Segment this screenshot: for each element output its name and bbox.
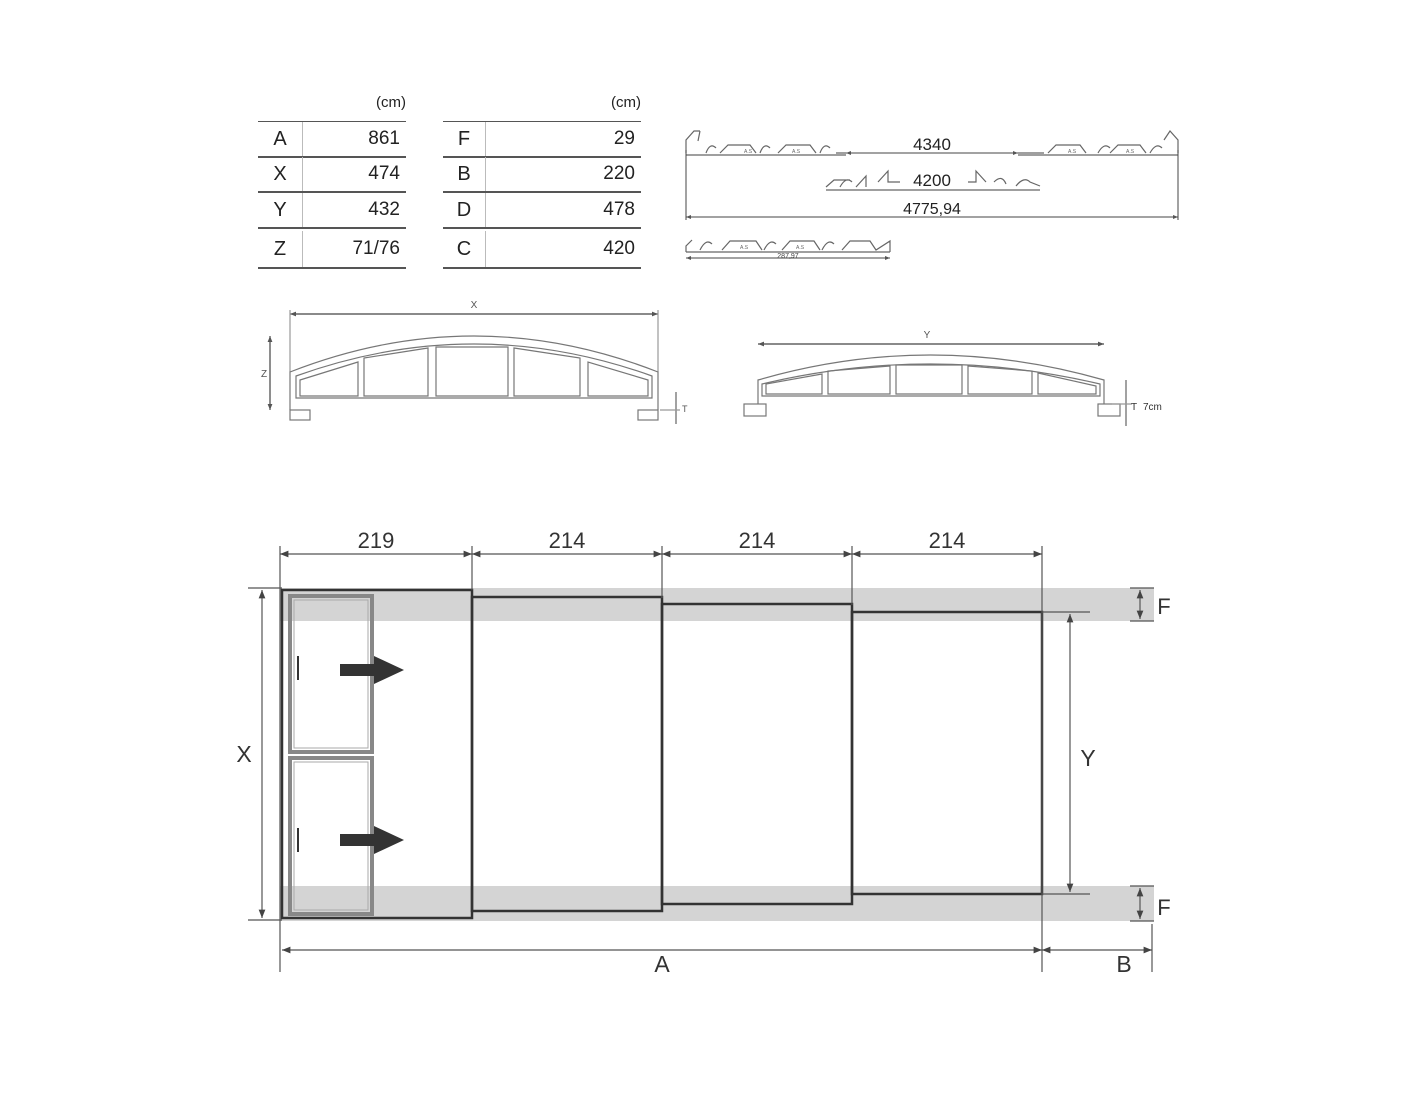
elevation-right: [744, 344, 1132, 426]
segment-width-label: 214: [738, 528, 776, 553]
unit-label: (cm): [611, 94, 641, 111]
svg-text:A.S: A.S: [792, 149, 801, 155]
profile-top-width-label: 4340: [913, 135, 951, 154]
row-value: 474: [368, 163, 400, 184]
elevation-right-width-label: Y: [923, 330, 931, 341]
row-key: A: [258, 122, 303, 156]
row-value: 71/76: [352, 238, 400, 259]
svg-text:A.S: A.S: [796, 245, 805, 251]
row-key: D: [443, 193, 486, 227]
row-value: 420: [603, 238, 635, 259]
profile-inner-width-label: 4200: [913, 171, 951, 190]
elevation-left-foot-label: T: [682, 404, 688, 414]
elevation-right-foot-value: 7cm: [1143, 402, 1162, 413]
row-key: C: [443, 231, 486, 267]
segment-width-label: 219: [357, 528, 395, 553]
elevation-left: [270, 310, 680, 424]
row-value: 432: [368, 199, 400, 220]
plan-offset-label: B: [1116, 951, 1132, 977]
svg-text:A.S: A.S: [740, 245, 749, 251]
row-value: 29: [613, 128, 635, 149]
elevation-right-foot-label: T: [1131, 402, 1138, 413]
row-key: X: [258, 157, 303, 191]
plan-inner-height-label: Y: [1080, 745, 1096, 771]
row-value: 220: [603, 163, 635, 184]
row-key: Z: [258, 231, 303, 267]
plan-overhang-label-bottom: F: [1157, 895, 1171, 920]
segment-width-label: 214: [928, 528, 966, 553]
row-value: 861: [368, 128, 400, 149]
profile-single-width-label: 287,97: [777, 253, 799, 260]
elevation-left-height-label: Z: [260, 369, 268, 380]
plan-overhang-label-top: F: [1157, 594, 1171, 619]
row-key: F: [443, 122, 486, 156]
plan-height-label: X: [236, 741, 252, 767]
svg-text:A.S: A.S: [1126, 149, 1135, 155]
plan-length-label: A: [654, 951, 670, 977]
row-value: 478: [603, 199, 635, 220]
row-key: B: [443, 157, 486, 191]
svg-text:A.S: A.S: [744, 149, 753, 155]
unit-label: (cm): [376, 94, 406, 111]
profile-total-width-label: 4775,94: [903, 201, 961, 218]
plan-view: [280, 588, 1154, 921]
svg-text:A.S: A.S: [1068, 149, 1077, 155]
elevation-left-width-label: X: [470, 300, 478, 311]
segment-width-label: 214: [548, 528, 586, 553]
row-key: Y: [258, 193, 303, 227]
